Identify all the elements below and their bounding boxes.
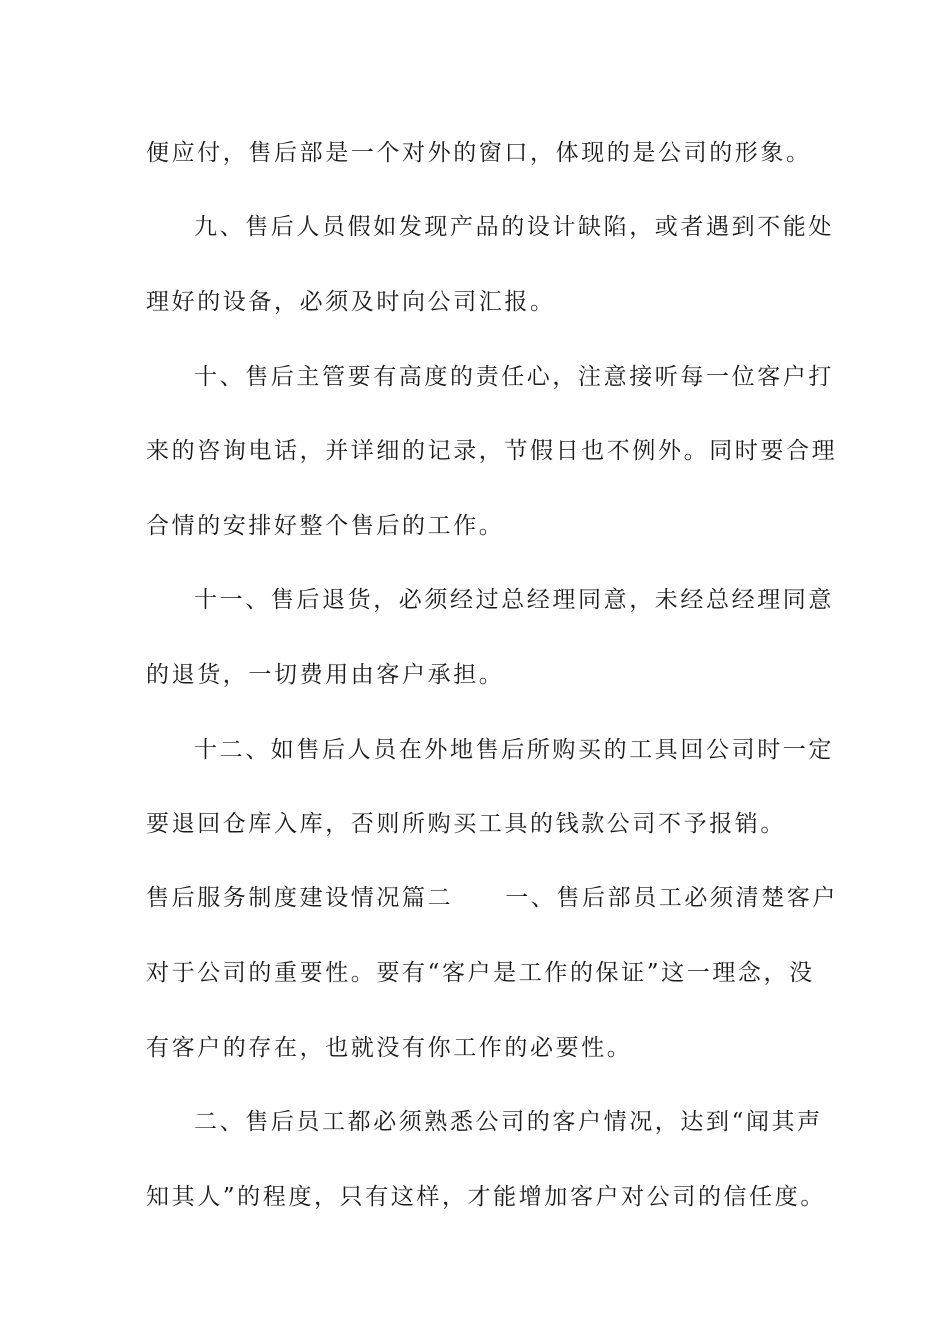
section-first-line: 一、售后部员工必须清楚客户: [505, 885, 839, 911]
paragraph-line: 九、售后人员假如发现产品的设计缺陷，或者遇到不能处: [194, 214, 834, 240]
section-heading-line: [146, 883, 839, 913]
paragraph-line: 对于公司的重要性。要有“客户是工作的保证”这一理念，没: [146, 960, 815, 986]
paragraph-line: 知其人”的程度，只有这样，才能增加客户对公司的信任度。: [146, 1184, 826, 1210]
paragraph-line: 合情的安排好整个售后的工作。: [146, 513, 505, 539]
paragraph-line: 理好的设备，必须及时向公司汇报。: [146, 289, 556, 315]
paragraph-line: 有客户的存在，也就没有你工作的必要性。: [146, 1035, 633, 1061]
paragraph-line: 要退回仓库入库，否则所购买工具的钱款公司不予报销。: [146, 811, 786, 837]
paragraph-line: 二、售后员工都必须熟悉公司的客户情况，达到“闻其声: [194, 1109, 823, 1135]
section-heading: 售后服务制度建设情况篇二: [146, 885, 454, 911]
paragraph-line: 十二、如售后人员在外地售后所购买的工具回公司时一定: [194, 737, 834, 763]
paragraph-line: 十一、售后退货，必须经过总经理同意，未经总经理同意: [194, 587, 834, 613]
paragraph-line: 来的咨询电话，并详细的记录，节假日也不例外。同时要合理: [146, 438, 838, 464]
paragraph-line: 便应付，售后部是一个对外的窗口，体现的是公司的形象。: [146, 140, 812, 166]
paragraph-line: 十、售后主管要有高度的责任心，注意接听每一位客户打: [194, 364, 834, 390]
paragraph-line: 的退货，一切费用由客户承担。: [146, 662, 505, 688]
